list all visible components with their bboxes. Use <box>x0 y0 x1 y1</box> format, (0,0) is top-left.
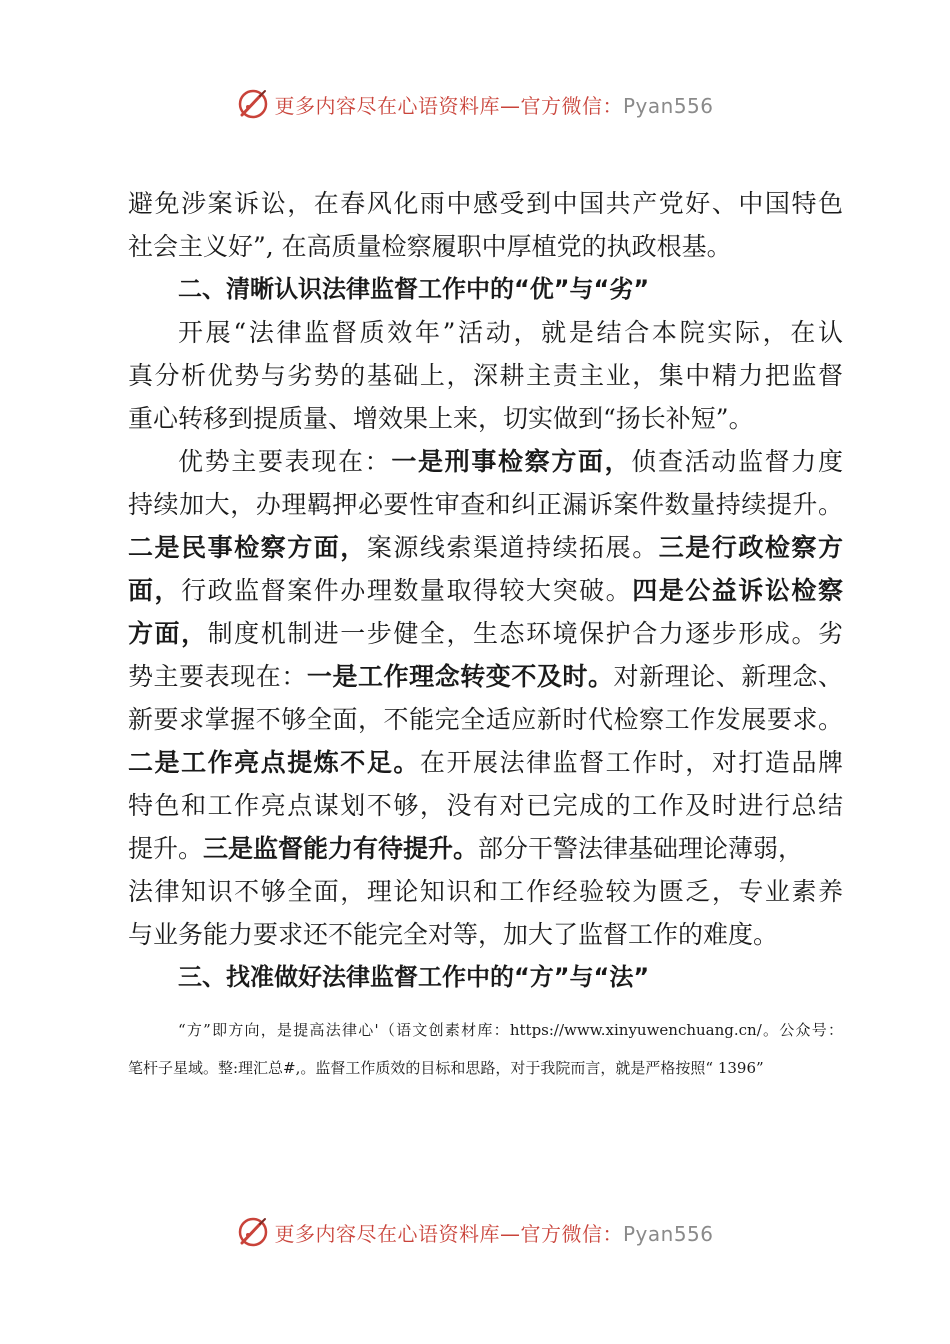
bold-phrase: 一是工作理念转变不及时。 <box>306 662 614 691</box>
footer-watermark-banner <box>0 1212 950 1252</box>
paragraph-line: 笔杆子星域。整:理汇总#,。监督工作质效的目标和思路，对于我院而言，就是严格按照“ 1396” <box>128 1059 764 1077</box>
bold-phrase: 二是工作亮点提炼不足。 <box>128 748 420 777</box>
bold-phrase: 三是监督能力有待提升。 <box>203 834 479 863</box>
banner-text: 更多内容尽在心语资料库—官方微信：Pyan556 <box>274 93 714 118</box>
section-heading-3: 三、找准做好法律监督工作中的“方”与“法” <box>178 963 650 991</box>
bold-phrase: 方面， <box>128 619 208 648</box>
paragraph-line: 提升。三是监督能力有待提升。部分干警法律基础理论薄弱， <box>128 834 804 863</box>
document-body <box>128 182 843 1087</box>
paragraph-line: 真分析优势与劣势的基础上，深耕主责主业，集中精力把监督 <box>128 361 843 390</box>
bold-phrase: 一是刑事检察方面， <box>391 447 632 476</box>
paragraph-line: 新要求掌握不够全面，不能完全适应新时代检察工作发展要求。 <box>128 705 843 734</box>
paragraph-line: 避免涉案诉讼，在春风化雨中感受到中国共产党好、中国特色 <box>128 189 843 218</box>
paragraph-line: 重心转移到提质量、增效果上来，切实做到“扬长补短”。 <box>128 404 754 433</box>
brush-logo-icon <box>236 1215 270 1249</box>
paragraph-line: 二是工作亮点提炼不足。在开展法律监督工作时，对打造品牌 <box>128 748 843 777</box>
paragraph-line: “方”即方向，是提高法律心'（语文创素材库：https://www.xinyuwenchuang.cn/。公众号： <box>178 1021 843 1039</box>
wechat-id: Pyan556 <box>622 1221 714 1246</box>
paragraph-line: 法律知识不够全面，理论知识和工作经验较为匮乏，专业素养 <box>128 877 843 906</box>
paragraph-line: 优势主要表现在：一是刑事检察方面，侦查活动监督力度 <box>178 447 843 476</box>
brush-logo-icon <box>236 87 270 121</box>
paragraph-line: 方面，制度机制进一步健全，生态环境保护合力逐步形成。劣 <box>128 619 843 648</box>
paragraph-line: 社会主义好”, 在高质量检察履职中厚植党的执政根基。 <box>128 232 732 261</box>
paragraph-line: 开展“法律监督质效年”活动，就是结合本院实际，在认 <box>178 318 843 347</box>
wechat-id: Pyan556 <box>622 93 714 118</box>
paragraph-line: 势主要表现在：一是工作理念转变不及时。对新理论、新理念、 <box>128 662 843 691</box>
bold-phrase: 四是公益诉讼检察 <box>632 576 843 605</box>
section-heading-2: 二、清晰认识法律监督工作中的“优”与“劣” <box>178 275 650 303</box>
bold-phrase: 面， <box>128 576 182 605</box>
banner-text: 更多内容尽在心语资料库—官方微信：Pyan556 <box>274 1221 714 1246</box>
paragraph-line: 特色和工作亮点谋划不够，没有对已完成的工作及时进行总结 <box>128 791 843 820</box>
paragraph-line: 二是民事检察方面，案源线索渠道持续拓展。三是行政检察方 <box>128 533 843 562</box>
header-watermark-banner <box>0 84 950 124</box>
paragraph-line: 与业务能力要求还不能完全对等，加大了监督工作的难度。 <box>128 920 779 949</box>
small-print-paragraph <box>128 1011 843 1087</box>
paragraph-line: 面，行政监督案件办理数量取得较大突破。四是公益诉讼检察 <box>128 576 843 605</box>
bold-phrase: 三是行政检察方 <box>658 533 843 562</box>
paragraph-line: 持续加大，办理羁押必要性审查和纠正漏诉案件数量持续提升。 <box>128 490 843 519</box>
bold-phrase: 二是民事检察方面， <box>128 533 367 562</box>
